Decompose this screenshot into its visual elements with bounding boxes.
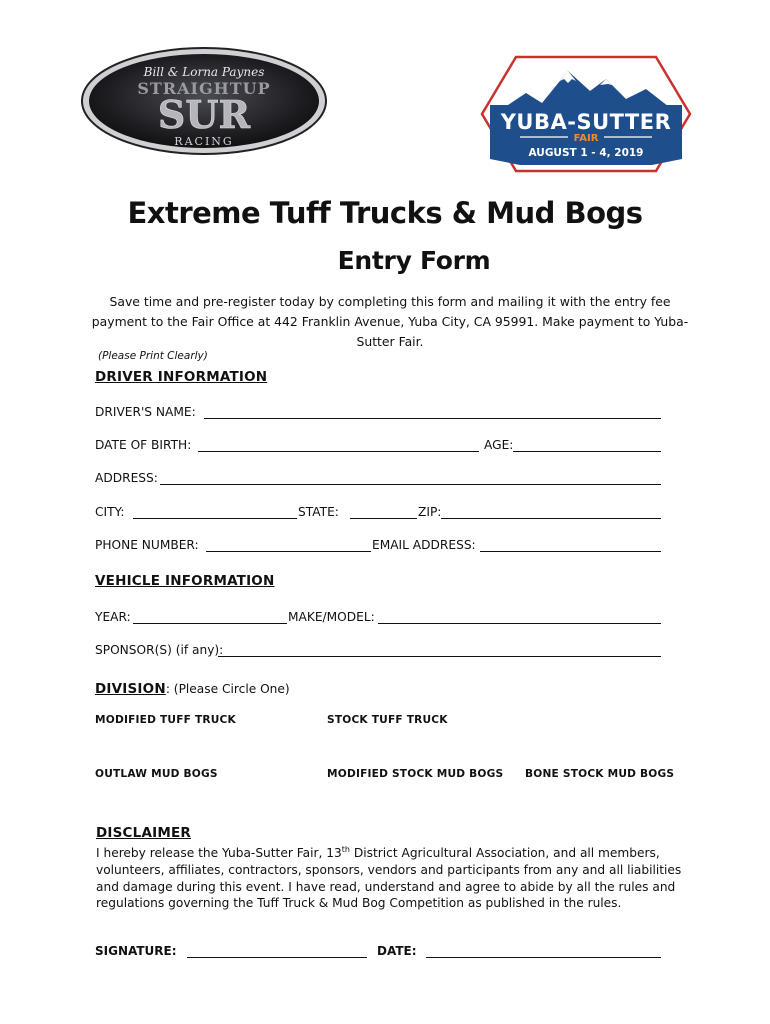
email-label: EMAIL ADDRESS: [372,538,476,552]
date-field[interactable] [426,957,661,958]
state-field[interactable] [350,518,417,519]
svg-text:YUBA-SUTTER: YUBA-SUTTER [500,110,672,134]
form-subtitle: Entry Form [337,246,491,275]
disclaimer-heading: DISCLAIMER [96,825,191,841]
yuba-sutter-fair-logo [480,55,692,173]
driver-info-heading: DRIVER INFORMATION [95,369,268,385]
phone-label: PHONE NUMBER: [95,538,199,552]
form-title: Extreme Tuff Trucks & Mud Bogs [127,196,643,230]
dob-field[interactable] [198,451,479,452]
dob-label: DATE OF BIRTH: [95,438,192,452]
svg-text:RACING: RACING [174,135,234,148]
address-label: ADDRESS: [95,471,158,485]
intro-text: Save time and pre-register today by completing this form and mailing it with the entry fee payment to the Fair Office at 442 Franklin Avenue, Yuba City, CA 95991. Make payment to Yuba-Sutter Fair. [91,294,689,349]
year-field[interactable] [133,623,287,624]
vehicle-info-heading: VEHICLE INFORMATION [95,573,275,589]
disclaimer-text-rest: District Agricultural Association, and all members, volunteers, affiliates, contractors, sponsors, vendors and participants from any and all liabilities and damage during this event. I have read, understand and agree to abide by all the rules and regulations governing the Tuff Truck & Mud Bog Competition as published in the rules. [96,846,682,911]
division-heading-row [95,678,290,697]
signature-field[interactable] [187,957,367,958]
disclaimer-ordinal: th [341,845,350,854]
city-field[interactable] [133,518,297,519]
division-heading: DIVISION [95,681,166,697]
division-option-bone-stock-mud-bogs[interactable]: BONE STOCK MUD BOGS [525,768,675,780]
svg-text:STRAIGHTUP: STRAIGHTUP [137,79,271,98]
division-option-modified-stock-mud-bogs[interactable]: MODIFIED STOCK MUD BOGS [327,768,504,780]
disclaimer-text-start: I hereby release the Yuba-Sutter Fair, 13 [96,846,342,861]
make-model-label: MAKE/MODEL: [288,610,375,624]
age-field[interactable] [513,451,661,452]
year-label: YEAR: [95,610,131,624]
address-field[interactable] [160,484,661,485]
division-option-outlaw-mud-bogs[interactable]: OUTLAW MUD BOGS [95,768,218,780]
svg-text:FAIR: FAIR [573,133,599,144]
zip-label: ZIP: [418,505,442,519]
print-note: (Please Print Clearly) [98,350,208,362]
svg-text:SUR: SUR [157,92,251,137]
make-model-field[interactable] [378,623,661,624]
disclaimer-text [96,842,696,912]
drivers-name-label: DRIVER'S NAME: [95,405,196,419]
age-label: AGE: [484,438,514,452]
straightup-racing-logo [80,46,328,156]
division-note: : (Please Circle One) [165,682,290,696]
division-option-stock-tuff-truck[interactable]: STOCK TUFF TRUCK [327,714,448,726]
phone-field[interactable] [206,551,371,552]
city-label: CITY: [95,505,125,519]
email-field[interactable] [480,551,661,552]
zip-field[interactable] [441,518,661,519]
svg-text:Bill & Lorna Paynes: Bill & Lorna Paynes [143,65,265,79]
drivers-name-field[interactable] [204,418,661,419]
sponsor-label: SPONSOR(S) (if any): [95,643,224,657]
state-label: STATE: [298,505,339,519]
signature-label: SIGNATURE: [95,944,177,958]
date-label: DATE: [377,944,417,958]
division-option-modified-tuff-truck[interactable]: MODIFIED TUFF TRUCK [95,714,236,726]
svg-text:AUGUST 1 - 4, 2019: AUGUST 1 - 4, 2019 [528,147,644,159]
sponsor-field[interactable] [218,656,661,657]
